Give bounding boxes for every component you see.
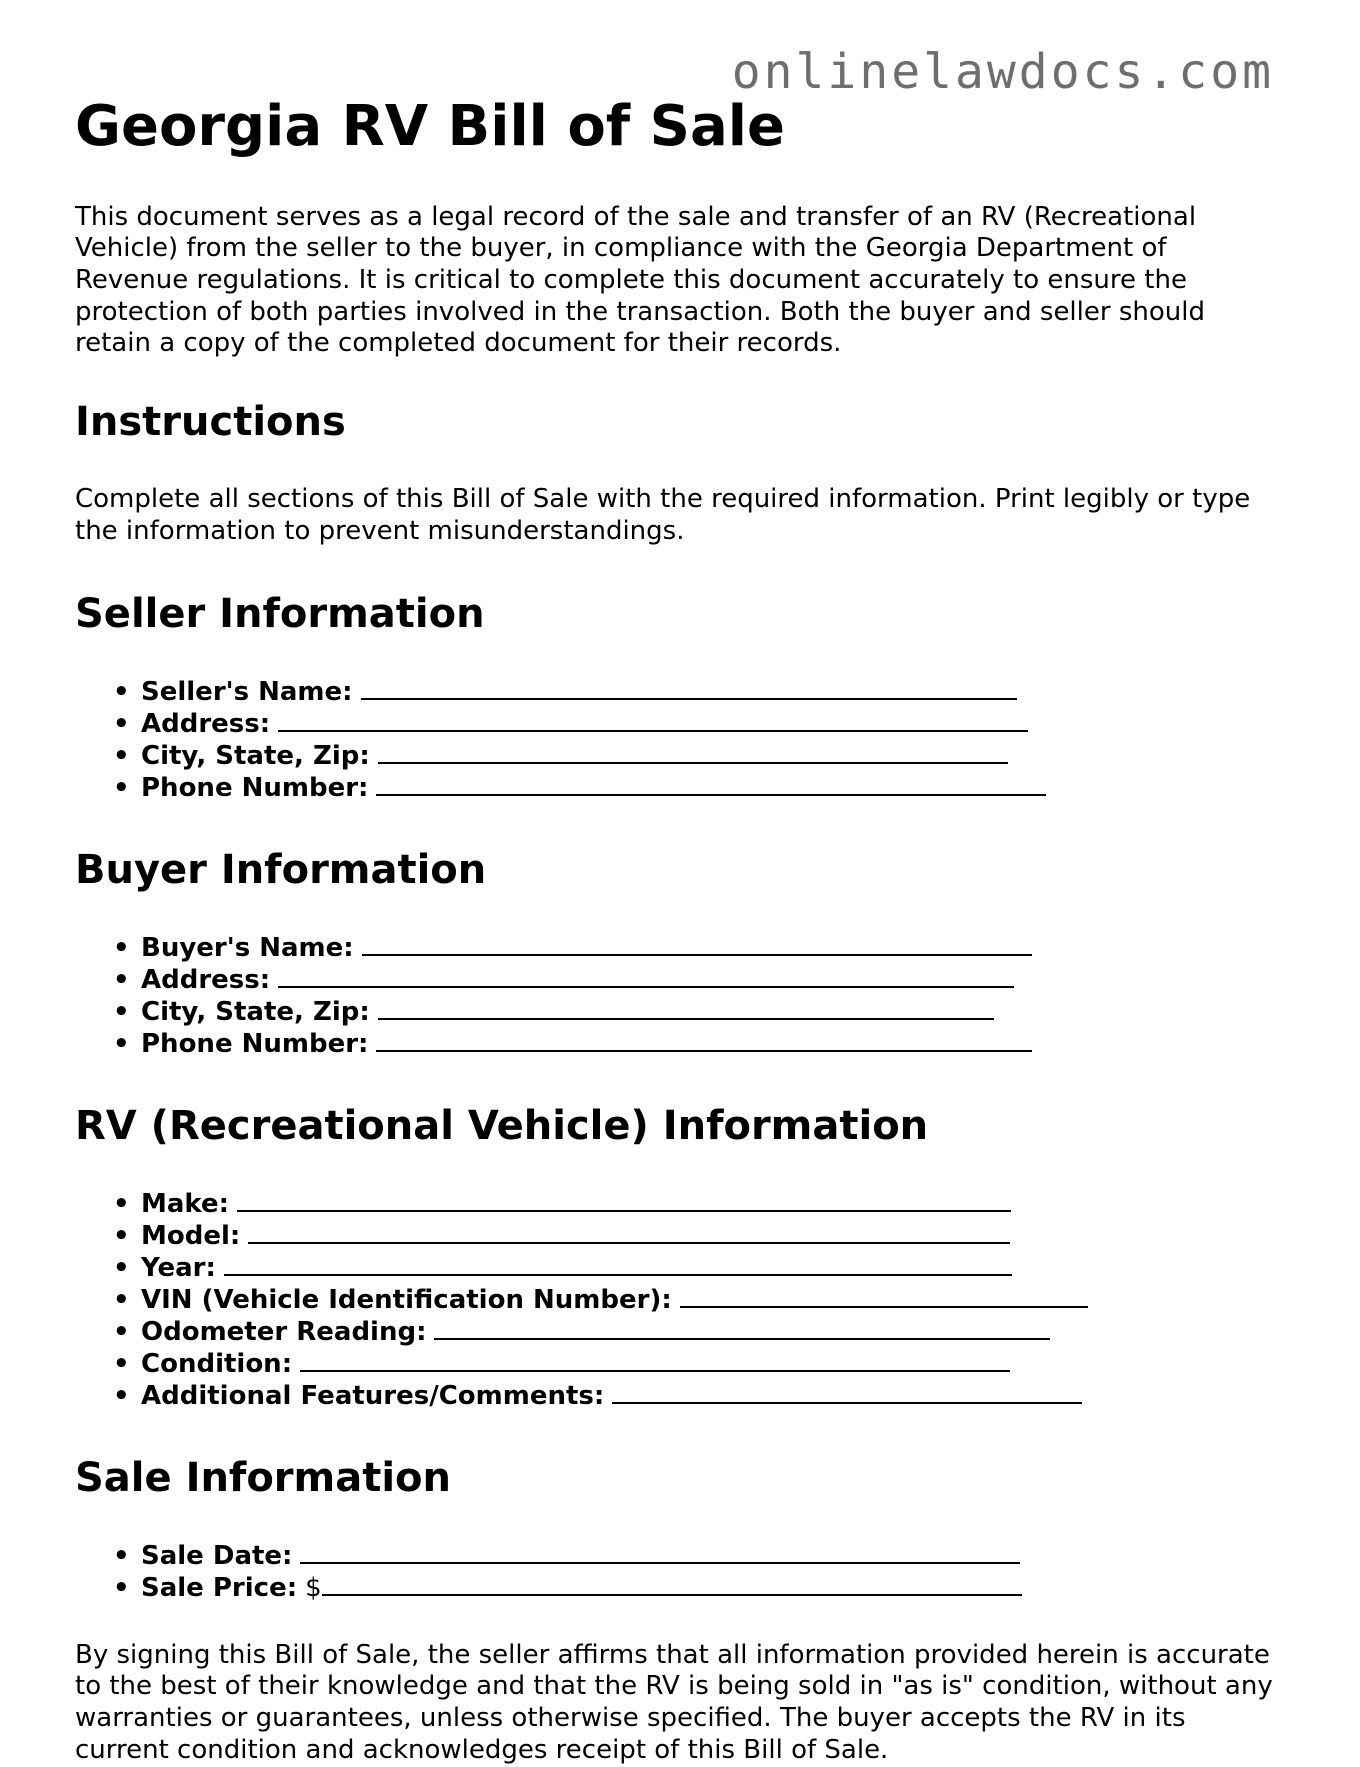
fill-blank[interactable] — [362, 932, 1032, 956]
fill-blank[interactable] — [237, 1188, 1011, 1212]
fill-blank[interactable] — [224, 1252, 1012, 1276]
seller-city-state-zip-field: • City, State, Zip: — [75, 740, 1275, 772]
intro-paragraph: This document serves as a legal record of the sale and transfer of an RV (Recreational Vehicle) from the seller to the buyer, in compliance with the Georgia Department of Revenue regulations. It is critical to complete this document accurately to ensure the protection of both parties involved in the transaction. Both the buyer and seller should retain a copy of the completed document for their records. — [75, 201, 1205, 359]
seller-heading: Seller Information — [75, 590, 485, 637]
fill-blank[interactable] — [376, 772, 1046, 796]
currency-symbol: $ — [305, 1572, 322, 1603]
field-label: Year: — [141, 1252, 216, 1283]
document-page — [75, 90, 1275, 1767]
sale-date-field: • Sale Date: — [75, 1540, 1275, 1572]
buyer-fields — [75, 932, 1275, 1060]
watermark: onlinelawdocs.com — [731, 44, 1274, 100]
fill-blank[interactable] — [612, 1380, 1082, 1404]
field-label: Sale Date: — [141, 1540, 293, 1571]
fill-blank[interactable] — [248, 1220, 1010, 1244]
instructions-heading: Instructions — [75, 399, 346, 446]
field-label: Seller's Name: — [141, 676, 353, 707]
rv-odometer-field: • Odometer Reading: — [75, 1316, 1275, 1348]
rv-fields — [75, 1188, 1275, 1412]
field-label: Odometer Reading: — [141, 1316, 427, 1347]
field-label: Sale Price: — [141, 1572, 298, 1603]
document-title: Georgia RV Bill of Sale — [75, 94, 785, 159]
field-label: Address: — [141, 708, 271, 739]
field-label: Additional Features/Comments: — [141, 1380, 605, 1411]
rv-condition-field: • Condition: — [75, 1348, 1275, 1380]
field-label: Condition: — [141, 1348, 293, 1379]
rv-comments-field: • Additional Features/Comments: — [75, 1380, 1275, 1412]
fill-blank[interactable] — [322, 1572, 1022, 1596]
buyer-city-state-zip-field: • City, State, Zip: — [75, 996, 1275, 1028]
fill-blank[interactable] — [278, 964, 1014, 988]
closing-paragraph: By signing this Bill of Sale, the seller affirms that all information provided herein is accurate to the best of their knowledge and that the RV is being sold in "as is" condition, without any warranties or guarantees, unless otherwise specified. The buyer accepts the RV in its current condition and acknowledges receipt of this Bill of Sale. — [75, 1639, 1273, 1765]
fill-blank[interactable] — [376, 1028, 1032, 1052]
fill-blank[interactable] — [378, 996, 994, 1020]
fill-blank[interactable] — [378, 740, 1008, 764]
instructions-text: Complete all sections of this Bill of Sale with the required information. Print legibly or type the information to prevent misunderstandings. — [75, 484, 1251, 546]
seller-fields — [75, 676, 1275, 804]
field-label: Make: — [141, 1188, 230, 1219]
field-label: City, State, Zip: — [141, 996, 370, 1027]
field-label: City, State, Zip: — [141, 740, 370, 771]
buyer-address-field: • Address: — [75, 964, 1275, 996]
rv-make-field: • Make: — [75, 1188, 1275, 1220]
sale-heading: Sale Information — [75, 1454, 451, 1501]
fill-blank[interactable] — [434, 1316, 1050, 1340]
field-label: Buyer's Name: — [141, 932, 354, 963]
field-label: Address: — [141, 964, 271, 995]
seller-address-field: • Address: — [75, 708, 1275, 740]
field-label: Model: — [141, 1220, 241, 1251]
seller-name-field: • Seller's Name: — [75, 676, 1275, 708]
rv-heading: RV (Recreational Vehicle) Information — [75, 1102, 929, 1149]
sale-fields — [75, 1540, 1275, 1604]
buyer-phone-field: • Phone Number: — [75, 1028, 1275, 1060]
field-label: Phone Number: — [141, 772, 369, 803]
fill-blank[interactable] — [278, 708, 1028, 732]
buyer-heading: Buyer Information — [75, 846, 487, 893]
seller-phone-field: • Phone Number: — [75, 772, 1275, 804]
rv-vin-field: • VIN (Vehicle Identification Number): — [75, 1284, 1275, 1316]
fill-blank[interactable] — [300, 1540, 1020, 1564]
rv-model-field: • Model: — [75, 1220, 1275, 1252]
fill-blank[interactable] — [361, 676, 1017, 700]
rv-year-field: • Year: — [75, 1252, 1275, 1284]
field-label: Phone Number: — [141, 1028, 369, 1059]
sale-price-field: • Sale Price: $ — [75, 1572, 1275, 1604]
fill-blank[interactable] — [680, 1284, 1088, 1308]
fill-blank[interactable] — [300, 1348, 1010, 1372]
buyer-name-field: • Buyer's Name: — [75, 932, 1275, 964]
field-label: VIN (Vehicle Identification Number): — [141, 1284, 672, 1315]
